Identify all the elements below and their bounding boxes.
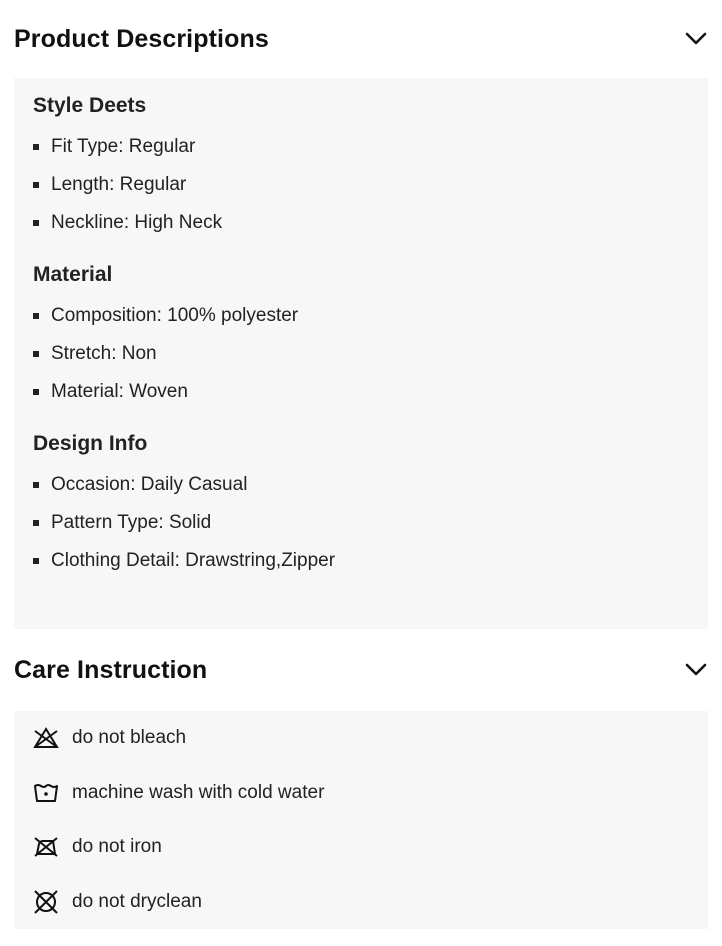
care-instruction-panel	[14, 711, 708, 929]
bullet	[33, 220, 39, 226]
bullet	[33, 144, 39, 150]
bullet	[33, 482, 39, 488]
attribute-text: Composition: 100% polyester	[51, 305, 299, 326]
attribute-list	[33, 128, 689, 242]
list-item	[33, 373, 689, 411]
bullet	[33, 313, 39, 319]
machine-wash-cold-icon	[33, 780, 59, 806]
bullet	[33, 182, 39, 188]
list-item	[33, 875, 689, 930]
group-title: Material	[33, 263, 113, 286]
list-item	[33, 204, 689, 242]
care-text: do not dryclean	[72, 890, 202, 912]
bullet	[33, 351, 39, 357]
product-descriptions-header[interactable]	[14, 0, 708, 78]
list-item	[33, 335, 689, 373]
list-item	[33, 711, 689, 766]
list-item	[33, 542, 689, 580]
group-title: Design Info	[33, 432, 148, 455]
product-descriptions-title: Product Descriptions	[14, 24, 269, 53]
care-text: do not iron	[72, 836, 162, 858]
list-item	[33, 128, 689, 166]
bullet	[33, 389, 39, 395]
attribute-group-material	[33, 259, 689, 411]
attribute-text: Material: Woven	[51, 381, 188, 402]
care-text: machine wash with cold water	[72, 781, 325, 803]
attribute-text: Neckline: High Neck	[51, 212, 223, 233]
list-item	[33, 504, 689, 542]
do-not-bleach-icon	[33, 725, 59, 751]
list-item	[33, 466, 689, 504]
chevron-down-icon[interactable]	[684, 27, 708, 51]
attribute-text: Fit Type: Regular	[51, 136, 196, 157]
bullet	[33, 520, 39, 526]
list-item	[33, 297, 689, 335]
attribute-text: Length: Regular	[51, 174, 187, 195]
chevron-down-icon[interactable]	[684, 658, 708, 682]
attribute-list	[33, 297, 689, 411]
care-text: do not bleach	[72, 727, 187, 749]
bullet	[33, 558, 39, 564]
attribute-text: Pattern Type: Solid	[51, 512, 212, 533]
list-item	[33, 166, 689, 204]
care-instruction-title: Care Instruction	[14, 655, 208, 684]
attribute-text: Clothing Detail: Drawstring,Zipper	[51, 550, 336, 571]
list-item	[33, 766, 689, 821]
do-not-iron-icon	[33, 834, 59, 860]
list-item	[33, 820, 689, 875]
do-not-dryclean-icon	[33, 889, 59, 915]
product-descriptions-panel	[14, 78, 708, 629]
attribute-text: Stretch: Non	[51, 343, 157, 364]
attribute-group-design-info	[33, 428, 689, 580]
group-title: Style Deets	[33, 94, 147, 117]
attribute-text: Occasion: Daily Casual	[51, 474, 248, 495]
attribute-list	[33, 466, 689, 580]
attribute-group-style-deets	[33, 90, 689, 242]
care-instruction-header[interactable]	[14, 629, 708, 711]
